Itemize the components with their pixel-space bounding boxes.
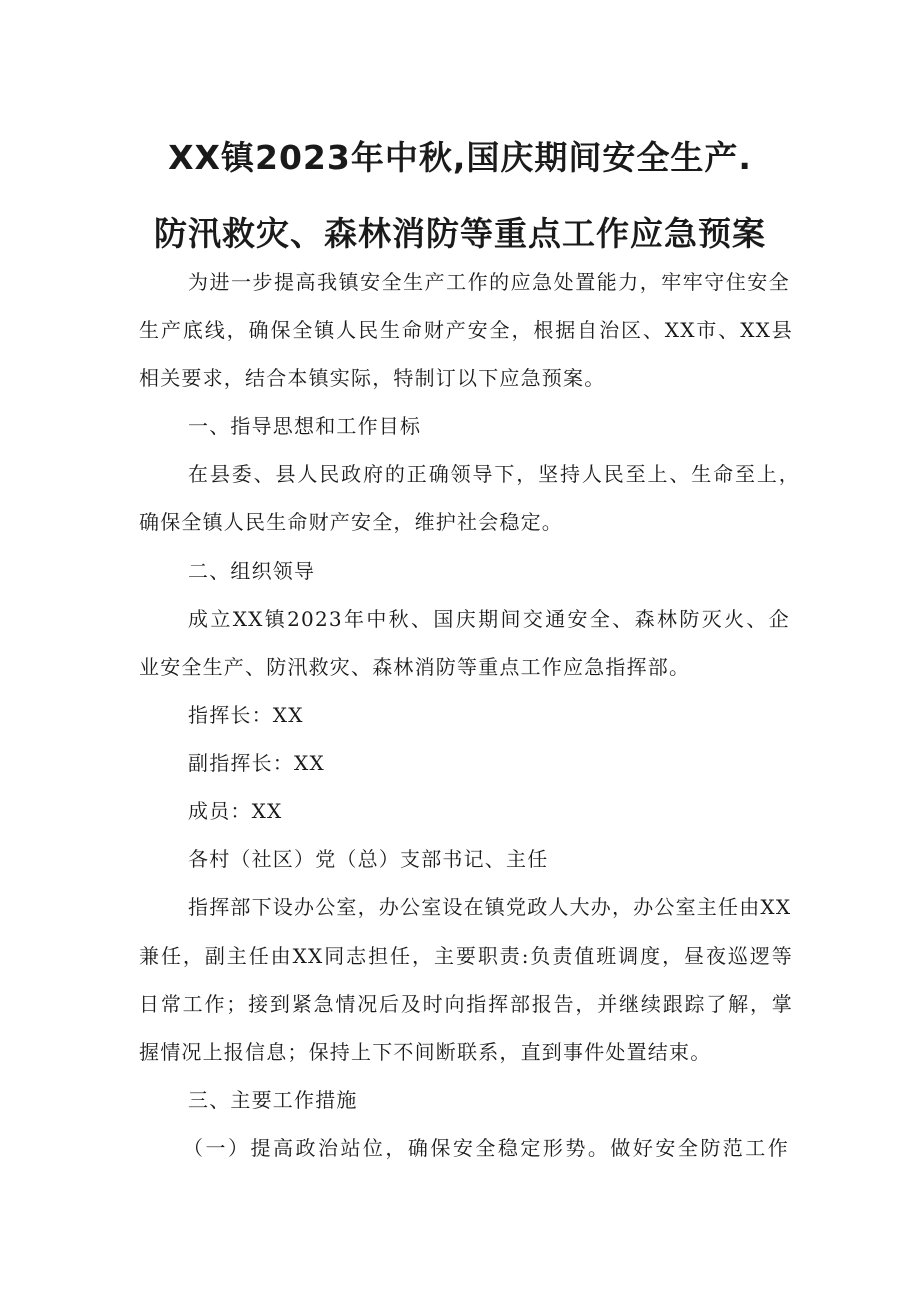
section-heading-3: 三、主要工作措施 [188,1088,358,1112]
paragraph-line: 在县委、县人民政府的正确领导下，坚持人民至上、生命至上， [188,462,800,486]
paragraph-line: 指挥部下设办公室，办公室设在镇党政人大办，办公室主任由XX [188,895,792,919]
paragraph-line: （一）提高政治站位，确保安全稳定形势。做好安全防范工作 [183,1136,789,1160]
members-line: 成员：XX [188,799,283,823]
document-title-line-1: XX镇2023年中秋,国庆期间安全生产. [168,138,752,177]
paragraph-line: 生产底线，确保全镇人民生命财产安全，根据自治区、XX市、XX县 [139,318,793,342]
paragraph-line: 握情况上报信息；保持上下不间断联系，直到事件处置结束。 [139,1040,712,1064]
commander-line: 指挥长：XX [188,703,304,727]
paragraph-line: 兼任，副主任由XX同志担任，主要职责:负责值班调度，昼夜巡逻等 [139,944,793,968]
paragraph-line: 相关要求，结合本镇实际，特制订以下应急预案。 [139,366,606,390]
section-heading-2: 二、组织领导 [188,559,316,583]
paragraph-line: 为进一步提高我镇安全生产工作的应急处置能力，牢牢守住安全 [188,270,790,294]
paragraph-line: 成立XX镇2023年中秋、国庆期间交通安全、森林防灭火、企 [188,607,790,631]
paragraph-line: 业安全生产、防汛救灾、森林消防等重点工作应急指挥部。 [139,655,691,679]
members-detail-line: 各村（社区）党（总）支部书记、主任 [188,847,549,871]
deputy-commander-line: 副指挥长：XX [188,751,325,775]
paragraph-line: 日常工作；接到紧急情况后及时向指挥部报告，并继续跟踪了解，掌 [139,992,793,1016]
paragraph-line: 确保全镇人民生命财产安全，维护社会稳定。 [139,510,563,534]
document-title-line-2: 防汛救灾、森林消防等重点工作应急预案 [154,214,766,253]
section-heading-1: 一、指导思想和工作目标 [188,414,422,438]
